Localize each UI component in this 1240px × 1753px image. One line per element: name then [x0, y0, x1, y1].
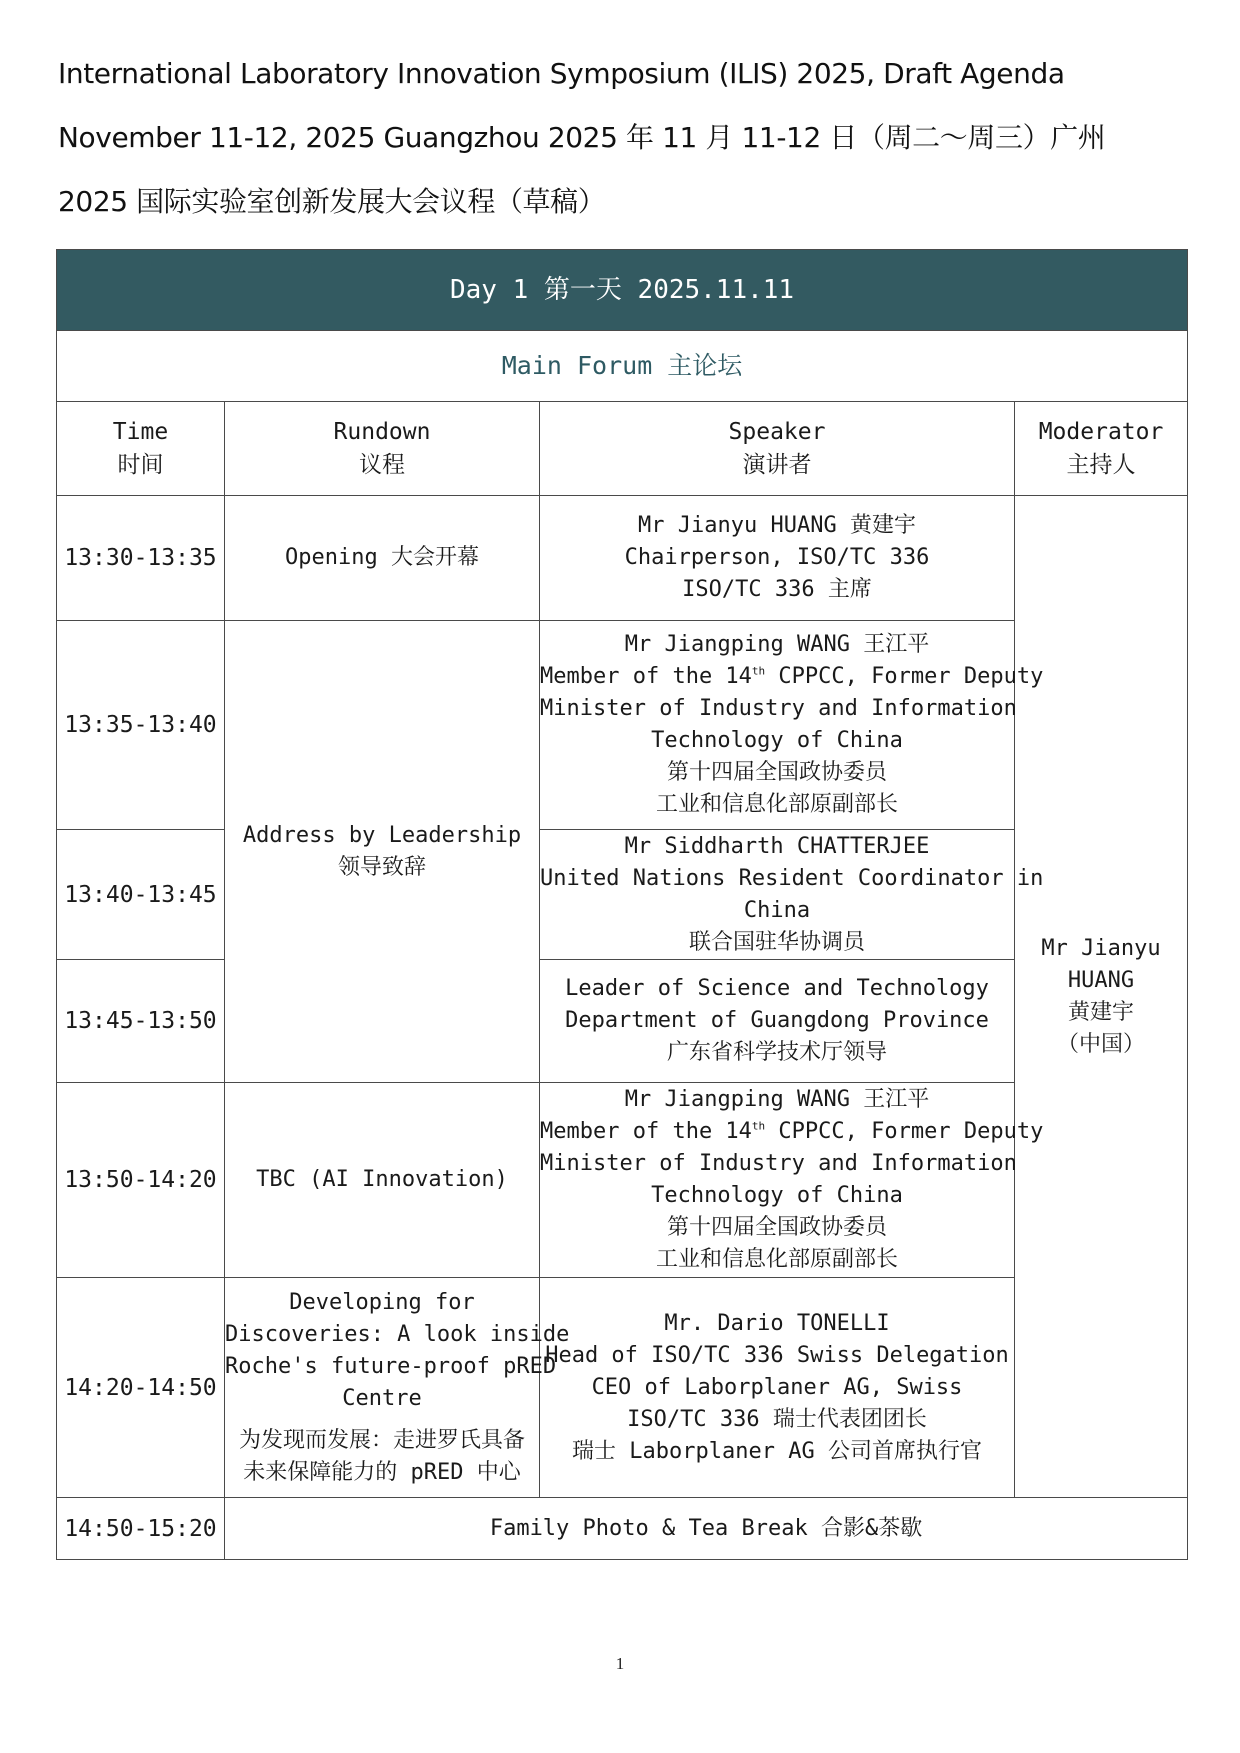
- speaker-line: Minister of Industry and Information: [540, 1151, 1017, 1176]
- time-cell: 13:50-14:20: [57, 1083, 225, 1278]
- document-header: [58, 58, 1188, 250]
- speaker-line: 第十四届全国政协委员: [666, 760, 887, 785]
- speaker-line: ISO/TC 336 瑞士代表团团长: [627, 1406, 927, 1432]
- speaker-line: 联合国驻华协调员: [688, 929, 865, 955]
- speaker-text: Member of the 14: [540, 664, 752, 689]
- speaker-line: Chairperson, ISO/TC 336: [624, 545, 930, 570]
- moderator-line: HUANG: [1067, 967, 1135, 993]
- speaker-line: CEO of Laborplaner AG, Swiss: [591, 1374, 963, 1400]
- table-row: [57, 1498, 1188, 1560]
- column-header-text: 议程: [359, 451, 405, 478]
- rundown-line: Address by Leadership: [242, 822, 522, 848]
- speaker-line: Mr Siddharth CHATTERJEE: [624, 833, 930, 859]
- rundown-cell: TBC (AI Innovation): [225, 1083, 540, 1278]
- time-cell: 13:30-13:35: [57, 496, 225, 621]
- speaker-cell: [540, 621, 1044, 830]
- rundown-line: 领导致辞: [337, 854, 426, 880]
- speaker-line: Mr Jianyu HUANG 黄建宇: [638, 513, 916, 538]
- speaker-line: [540, 661, 1044, 693]
- time-cell: 14:20-14:50: [57, 1278, 225, 1498]
- speaker-line: Mr Jiangping WANG 王江平: [624, 1087, 930, 1112]
- rundown-line: Roche's future-proof pRED: [225, 1353, 557, 1379]
- column-header-speaker: [540, 402, 1015, 496]
- rundown-line: 为发现而发展：走进罗氏具备: [238, 1427, 525, 1453]
- speaker-text: CPPCC, Former Deputy: [765, 1119, 1044, 1144]
- day-banner: Day 1 第一天 2025.11.11: [57, 250, 1188, 331]
- ordinal-suffix: th: [751, 664, 766, 678]
- time-cell: 14:50-15:20: [57, 1498, 225, 1560]
- speaker-line: Mr Jiangping WANG 王江平: [624, 632, 930, 657]
- speaker-line: 瑞士 Laborplaner AG 公司首席执行官: [572, 1438, 982, 1464]
- speaker-line: 工业和信息化部原副部长: [655, 1247, 898, 1272]
- speaker-line: 第十四届全国政协委员: [666, 1215, 887, 1240]
- column-header-text: Speaker: [728, 418, 826, 445]
- rundown-line: Developing for: [289, 1289, 475, 1315]
- speaker-line: Head of ISO/TC 336 Swiss Delegation: [545, 1342, 1009, 1368]
- speaker-text: Member of the 14: [540, 1119, 752, 1144]
- speaker-line: Leader of Science and Technology: [565, 976, 989, 1001]
- column-header-time: [57, 402, 225, 496]
- column-header-text: 时间: [117, 451, 164, 478]
- column-header-text: Time: [112, 418, 169, 445]
- rundown-cell: [225, 1278, 570, 1498]
- time-cell: 13:35-13:40: [57, 621, 225, 830]
- speaker-line: 广东省科学技术厅领导: [666, 1040, 887, 1065]
- table-row: [57, 496, 1188, 621]
- ordinal-suffix: th: [751, 1119, 766, 1133]
- speaker-cell: [540, 830, 1044, 960]
- header-title-cn: 2025 国际实验室创新发展大会议程（草稿）: [58, 185, 606, 218]
- break-cell: Family Photo & Tea Break 合影&茶歇: [225, 1498, 1188, 1560]
- moderator-line: （中国）: [1057, 1031, 1146, 1057]
- speaker-cell: [540, 496, 1015, 621]
- speaker-line: 工业和信息化部原副部长: [655, 792, 898, 817]
- rundown-cell: Opening 大会开幕: [225, 496, 540, 621]
- moderator-line: 黄建宇: [1068, 999, 1135, 1025]
- speaker-line: United Nations Resident Coordinator in: [540, 865, 1044, 891]
- column-header-text: 演讲者: [742, 451, 812, 478]
- agenda-table: [56, 249, 1188, 1560]
- speaker-line: China: [743, 897, 811, 923]
- speaker-line: Mr. Dario TONELLI: [664, 1310, 890, 1336]
- speaker-line: Minister of Industry and Information: [540, 696, 1017, 721]
- moderator-line: Mr Jianyu: [1041, 935, 1161, 961]
- speaker-text: CPPCC, Former Deputy: [765, 664, 1044, 689]
- forum-title: Main Forum 主论坛: [57, 331, 1188, 402]
- header-title-en: International Laboratory Innovation Symposium (ILIS) 2025, Draft Agenda: [58, 57, 1065, 90]
- rundown-line: Centre: [342, 1385, 422, 1411]
- time-cell: 13:40-13:45: [57, 830, 225, 960]
- time-cell: 13:45-13:50: [57, 960, 225, 1083]
- speaker-line: ISO/TC 336 主席: [682, 577, 872, 602]
- column-header-text: Rundown: [333, 418, 431, 445]
- table-header-row: [57, 402, 1188, 496]
- rundown-line: 未来保障能力的 pRED 中心: [243, 1459, 521, 1485]
- rundown-line: Discoveries: A look inside: [225, 1321, 570, 1347]
- speaker-cell: [540, 1083, 1044, 1278]
- speaker-line: [540, 1116, 1044, 1148]
- speaker-cell: [540, 960, 1015, 1083]
- moderator-cell: [1015, 496, 1188, 1498]
- column-header-text: Moderator: [1038, 418, 1164, 445]
- speaker-cell: [540, 1278, 1015, 1498]
- header-date-location: November 11-12, 2025 Guangzhou 2025 年 11 月 11-12 日（周二～周三）广州: [58, 121, 1106, 154]
- column-header-text: 主持人: [1066, 451, 1136, 478]
- page-number: 1: [615, 1654, 625, 1673]
- speaker-line: Department of Guangdong Province: [565, 1008, 989, 1033]
- column-header-moderator: [1015, 402, 1188, 496]
- column-header-rundown: [225, 402, 540, 496]
- rundown-cell: [225, 621, 540, 1083]
- speaker-line: Technology of China: [651, 1183, 903, 1208]
- speaker-line: Technology of China: [651, 728, 903, 753]
